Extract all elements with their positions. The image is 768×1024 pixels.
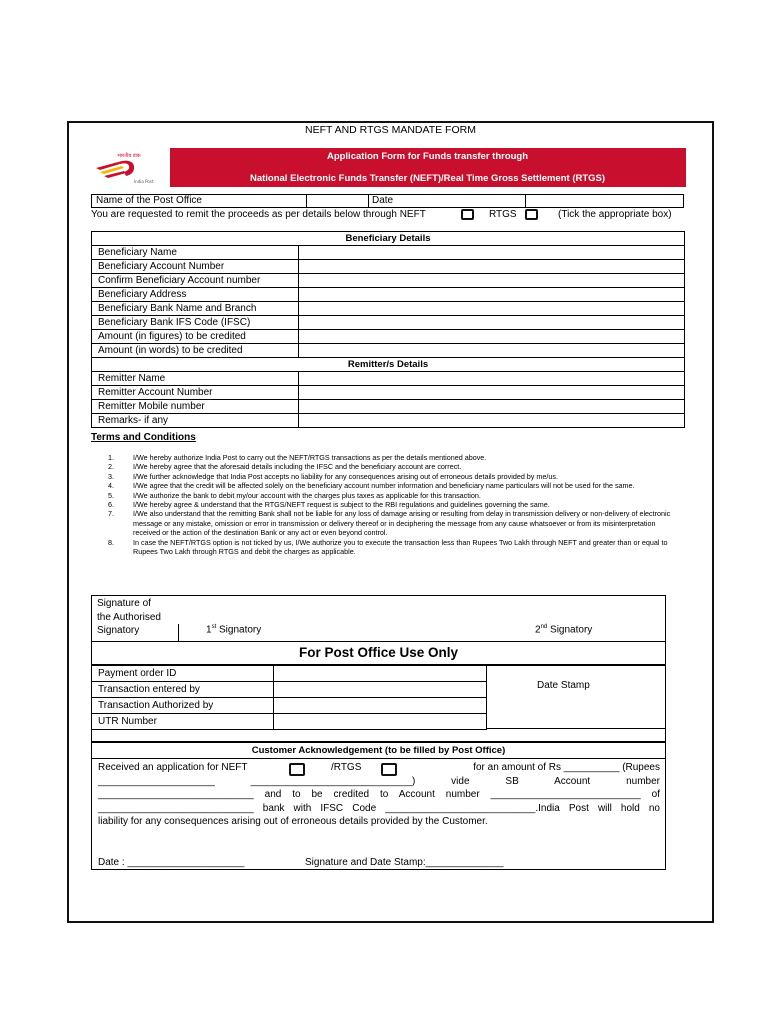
ifsc-input[interactable] <box>298 316 684 330</box>
ack-line-1c: for an amount of Rs __________ (Rupees <box>473 762 660 773</box>
payment-order-id-input[interactable] <box>273 666 486 682</box>
table-row <box>92 344 685 358</box>
field-label: Transaction Authorized by <box>92 698 274 714</box>
post-office-use-title: For Post Office Use Only <box>91 642 666 665</box>
spacer-row <box>91 729 666 742</box>
logo-english-text: India Post <box>134 179 154 184</box>
rtgs-checkbox[interactable] <box>525 209 538 220</box>
india-post-logo <box>88 148 170 187</box>
acknowledgement-heading: Customer Acknowledgement (to be filled by Post Office) <box>92 743 665 759</box>
field-label: Beneficiary Bank Name and Branch <box>92 302 299 316</box>
post-office-name-label: Name of the Post Office <box>96 195 202 206</box>
ack-rtgs-checkbox[interactable] <box>381 763 397 776</box>
neft-checkbox[interactable] <box>461 209 474 220</box>
utr-number-input[interactable] <box>273 714 486 730</box>
field-label: Beneficiary Address <box>92 288 299 302</box>
ack-signature-field[interactable]: Signature and Date Stamp:______________ <box>305 857 504 868</box>
entered-by-input[interactable] <box>273 682 486 698</box>
beneficiary-address-input[interactable] <box>298 288 684 302</box>
authorized-by-input[interactable] <box>273 698 486 714</box>
banner-line-1: Application Form for Funds transfer through <box>326 151 529 162</box>
list-item: 7. I/We also understand that the remitting Bank shall not be liable for any loss of damage arising or resulting from delay in transmission delivery or non-delivery of electronic message or any mistake, omission or error in transmission or delivery thereof or in deciphering the message from any cause whatsoever or from its misinterpretation received or the action of the destination Bank or any act or even beyond control. <box>108 509 671 538</box>
amount-figures-input[interactable] <box>298 330 684 344</box>
beneficiary-details-heading: Beneficiary Details <box>92 232 685 246</box>
remitter-details-heading: Remitter/s Details <box>92 358 685 372</box>
india-post-logo-icon <box>88 148 170 187</box>
signature-label: Signature of the Authorised Signatory <box>97 598 161 636</box>
ack-line-5: liability for any consequences arising out of erroneous details provided by the Customer. <box>98 816 488 827</box>
field-label: Amount (in figures) to be credited <box>92 330 299 344</box>
remitter-account-input[interactable] <box>298 386 684 400</box>
remarks-input[interactable] <box>298 414 684 428</box>
table-row <box>92 414 685 428</box>
table-row <box>92 698 487 714</box>
details-table <box>91 231 685 428</box>
post-office-table <box>91 665 487 730</box>
field-label: UTR Number <box>92 714 274 730</box>
field-label: Remitter Account Number <box>92 386 299 400</box>
field-label: Beneficiary Account Number <box>92 260 299 274</box>
table-row <box>92 260 685 274</box>
field-label: Payment order ID <box>92 666 274 682</box>
bank-branch-input[interactable] <box>298 302 684 316</box>
table-row <box>92 288 685 302</box>
form-title: NEFT AND RTGS MANDATE FORM <box>305 124 476 136</box>
table-row <box>92 316 685 330</box>
table-row <box>92 274 685 288</box>
field-label: Transaction entered by <box>92 682 274 698</box>
table-row <box>92 666 487 682</box>
field-label: Beneficiary Name <box>92 246 299 260</box>
list-item: 8. In case the NEFT/RTGS option is not ticked by us, I/We authorize you to execute the transaction less than Rupees Two Lakh through NEFT and greater than or equal to Rupees Two Lakh through RTGS and debit the charges as applicable. <box>108 537 668 557</box>
beneficiary-name-input[interactable] <box>298 246 684 260</box>
table-row <box>92 682 487 698</box>
divider <box>178 624 179 641</box>
ack-neft-checkbox[interactable] <box>289 763 305 776</box>
remitter-mobile-input[interactable] <box>298 400 684 414</box>
list-item: 3. I/We further acknowledge that India Post accepts no liability for any consequences arising out of erroneous details provided by me/us. <box>108 471 558 481</box>
field-label: Amount (in words) to be credited <box>92 344 299 358</box>
banner-line-2: National Electronic Funds Transfer (NEFT)/Real Time Gross Settlement (RTGS) <box>249 173 606 184</box>
tick-hint: (Tick the appropriate box) <box>558 209 672 220</box>
divider <box>525 195 526 207</box>
table-row <box>92 330 685 344</box>
table-row <box>92 714 487 730</box>
ack-line-3: ____________________________ and to be credited to Account number ___________________________ of <box>98 789 660 800</box>
date-stamp-label: Date Stamp <box>537 680 590 691</box>
ack-line-2: _____________________ _____________________________) vide SB Account number <box>98 776 660 787</box>
customer-acknowledgement <box>91 742 666 870</box>
table-row <box>92 246 685 260</box>
table-row <box>92 302 685 316</box>
divider <box>306 195 307 207</box>
list-item: 6. I/We hereby agree & understand that the RTGS/NEFT request is subject to the RBI regulations and guidelines governing the same. <box>108 500 550 510</box>
field-label: Confirm Beneficiary Account number <box>92 274 299 288</box>
remitter-name-input[interactable] <box>298 372 684 386</box>
date-stamp-box[interactable] <box>486 665 666 729</box>
field-label: Beneficiary Bank IFS Code (IFSC) <box>92 316 299 330</box>
ack-line-4: ____________________________ bank with IFSC Code ___________________________.India Post will hold no <box>98 803 660 814</box>
date-label: Date <box>372 195 394 206</box>
rtgs-label: RTGS <box>489 209 517 220</box>
list-item: 4. I/We agree that the credit will be affected solely on the beneficiary account number information and beneficiary name particulars will not be used for the same. <box>108 481 635 491</box>
terms-title: Terms and Conditions <box>91 432 196 443</box>
terms-list <box>108 453 680 556</box>
list-item: 2. I/We hereby agree that the aforesaid details including the IFSC and the beneficiary account are correct. <box>108 462 462 472</box>
field-label: Remitter Name <box>92 372 299 386</box>
beneficiary-account-input[interactable] <box>298 260 684 274</box>
logo-hindi-text: भारतीय डाक <box>117 153 141 159</box>
confirm-account-input[interactable] <box>298 274 684 288</box>
ack-date-field[interactable]: Date : _____________________ <box>98 857 245 868</box>
remit-instruction: You are requested to remit the proceeds as per details below through NEFT <box>91 209 426 220</box>
signature-section <box>91 595 666 642</box>
ack-line-1b: /RTGS <box>331 762 362 773</box>
field-label: Remitter Mobile number <box>92 400 299 414</box>
second-signatory-field[interactable]: 2nd Signatory <box>535 624 593 636</box>
list-item: 5. I/We authorize the bank to debit my/our account with the charges plus taxes as applicable for this transaction. <box>108 490 481 500</box>
ack-line-1a: Received an application for NEFT <box>98 762 248 773</box>
amount-words-input[interactable] <box>298 344 684 358</box>
table-row <box>92 372 685 386</box>
field-label: Remarks- if any <box>92 414 299 428</box>
table-row <box>92 400 685 414</box>
post-office-date-row <box>91 194 684 208</box>
first-signatory-field[interactable]: 1st Signatory <box>206 624 262 636</box>
list-item: 1. I/We hereby authorize India Post to carry out the NEFT/RTGS transactions as per the details mentioned above. <box>108 453 487 462</box>
table-row <box>92 386 685 400</box>
